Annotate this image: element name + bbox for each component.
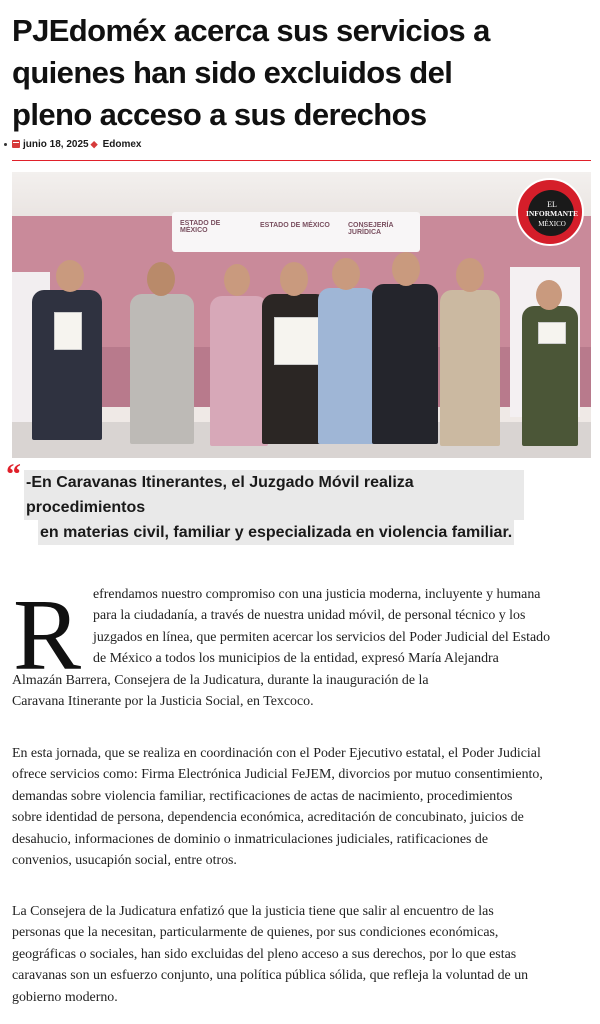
headline-line: quienes han sido excluidos del bbox=[12, 55, 453, 90]
bullet-dot bbox=[4, 143, 7, 146]
paragraph-line: ofrece servicios como: Firma Electrónica Judicial FeJEM, divorcios por mutuo consentimiento, bbox=[12, 767, 543, 783]
person-5-head bbox=[332, 258, 360, 290]
article-meta bbox=[0, 137, 600, 151]
logo-text-1: EL bbox=[547, 200, 557, 209]
paragraph-line: sobre identidad de persona, dependencia económica, acreditación de concubinato, juicios de bbox=[12, 810, 524, 826]
paragraph-3 bbox=[12, 901, 592, 1008]
person-8-head bbox=[536, 280, 562, 310]
certificate bbox=[538, 322, 566, 344]
paragraph-line: demandas sobre violencia familiar, rectificaciones de actas de nacimiento, procedimientos bbox=[12, 788, 513, 804]
pull-quote-line: en materias civil, familiar y especializada en violencia familiar. bbox=[38, 520, 514, 545]
person-7 bbox=[440, 290, 500, 446]
headline-line: pleno acceso a sus derechos bbox=[12, 97, 427, 132]
paragraph-line: efrendamos nuestro compromiso con una justicia moderna, incluyente y humana bbox=[93, 587, 541, 602]
pull-quote bbox=[24, 470, 524, 545]
paragraph-line: caravanas son un esfuerzo conjunto, una política pública sólida, que refleja la voluntad de un bbox=[12, 968, 529, 984]
person-2 bbox=[130, 294, 194, 444]
paragraph-line: gobierno moderno. bbox=[12, 989, 118, 1005]
quote-mark-icon: “ bbox=[6, 458, 21, 491]
person-4-head bbox=[280, 262, 308, 296]
certificate bbox=[54, 312, 82, 350]
banner-text-right: CONSEJERÍA JURÍDICA bbox=[348, 222, 394, 236]
paragraph-line: En esta jornada, que se realiza en coordinación con el Poder Ejecutivo estatal, el Poder Judicial bbox=[12, 746, 541, 761]
pull-quote-line: -En Caravanas Itinerantes, el Juzgado Móvil realiza procedimientos bbox=[24, 470, 524, 520]
person-3-head bbox=[224, 264, 250, 296]
article-category[interactable]: Edomex bbox=[102, 138, 142, 150]
event-banner bbox=[172, 212, 420, 252]
person-7-head bbox=[456, 258, 484, 292]
header-divider bbox=[12, 160, 591, 161]
tag-icon: ◆ bbox=[90, 139, 98, 149]
paragraph-line: geográficas o sociales, han sido excluidas del pleno acceso a sus derechos, por lo que estas bbox=[12, 946, 517, 962]
paragraph-1 bbox=[12, 579, 592, 712]
article-headline bbox=[12, 10, 592, 136]
paragraph-line: Caravana Itinerante por la Justicia Social, en Texcoco. bbox=[12, 694, 314, 710]
drop-cap: R bbox=[13, 579, 82, 692]
paragraph-line: para la ciudadanía, a través de nuestra unidad móvil, de personal técnico y los bbox=[93, 608, 526, 624]
el-informante-logo bbox=[516, 178, 584, 246]
article-date[interactable]: junio 18, 2025 bbox=[23, 138, 89, 150]
paragraph-line: personas que la necesitan, particularmente de quienes, por sus condiciones económicas, bbox=[12, 925, 499, 941]
calendar-icon bbox=[12, 140, 20, 148]
logo-text-3: MÉXICO bbox=[538, 220, 566, 228]
paragraph-line: juzgados en línea, que permiten acercar los servicios del Poder Judicial del Estado bbox=[93, 629, 551, 645]
paragraph-line: convenios, usucapión social, entre otros. bbox=[12, 853, 237, 869]
logo-text-2: INFORMANTE bbox=[525, 209, 579, 218]
person-6 bbox=[372, 284, 438, 444]
paragraph-line: La Consejera de la Judicatura enfatizó que la justicia tiene que salir al encuentro de las bbox=[12, 904, 494, 919]
paragraph-line: desahucio, informaciones de dominio o inmatriculaciones judiciales, ratificaciones de bbox=[12, 831, 488, 847]
banner-text-left: ESTADO DE MÉXICO bbox=[180, 220, 221, 234]
person-1-head bbox=[56, 260, 84, 292]
person-3 bbox=[210, 296, 268, 446]
paragraph-2 bbox=[12, 743, 592, 871]
article-photo bbox=[12, 172, 591, 458]
person-6-head bbox=[392, 252, 420, 286]
banner-text-mid: ESTADO DE MÉXICO bbox=[260, 222, 330, 229]
person-2-head bbox=[147, 262, 175, 296]
person-5 bbox=[318, 288, 376, 444]
paragraph-line: Almazán Barrera, Consejera de la Judicatura, durante la inauguración de la bbox=[12, 672, 429, 688]
headline-line: PJEdoméx acerca sus servicios a bbox=[12, 13, 490, 48]
paragraph-line: de México a todos los municipios de la entidad, expresó María Alejandra bbox=[93, 651, 499, 667]
